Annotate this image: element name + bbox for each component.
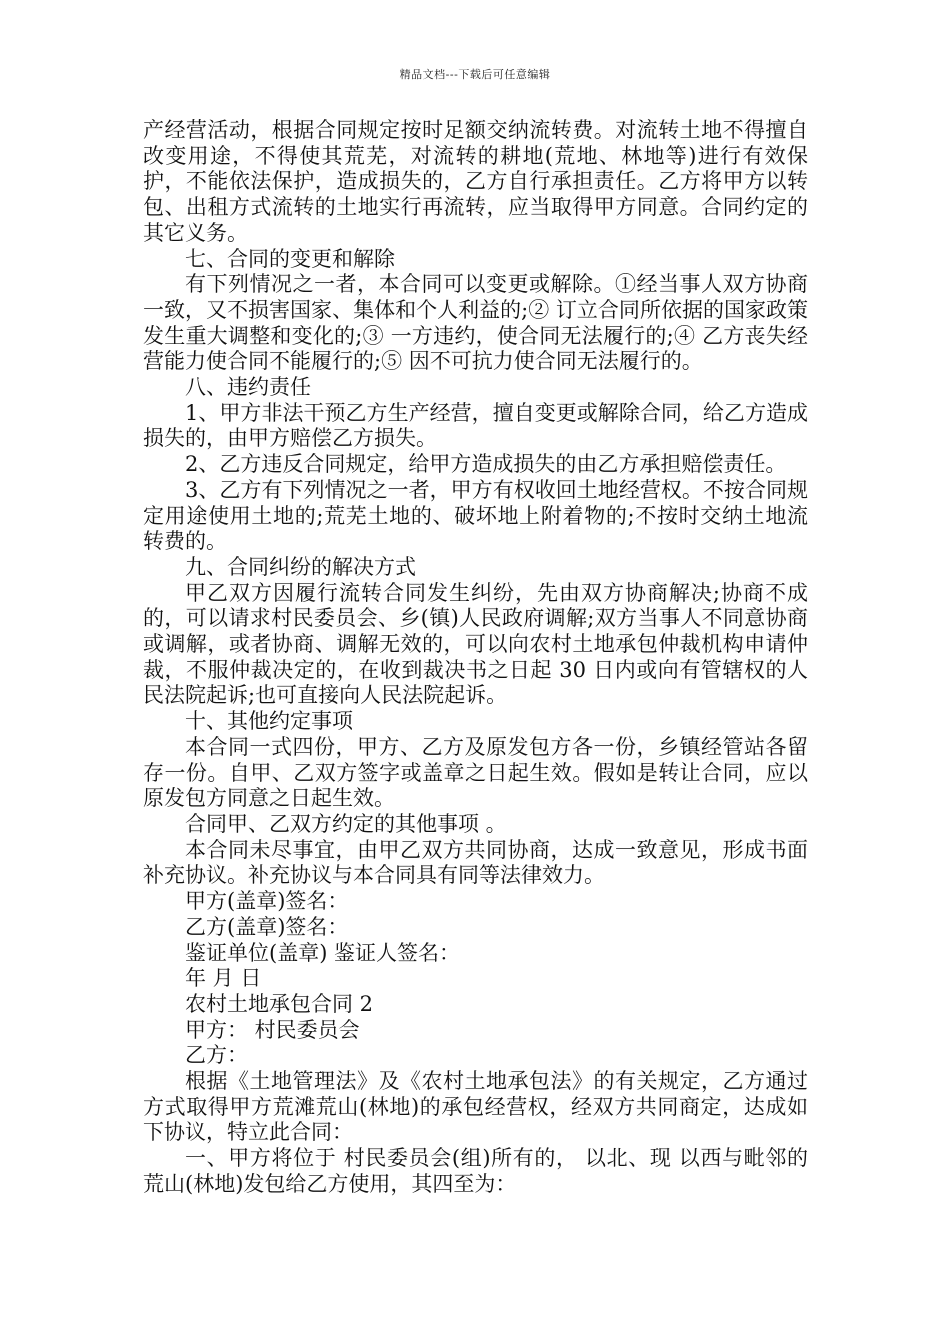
paragraph: 乙方：: [185, 1043, 248, 1068]
paragraph: 甲乙双方因履行流转合同发生纠纷，先由双方协商解决;协商不成的，可以请求村民委员会、乡(镇)人民政府调解;双方当事人不同意协商或调解，或者协商、调解无效的，可以向农村土地承包仲裁机构申请仲裁，不服仲裁决定的，在收到裁决书之日起 30 日内或向有管辖权的人民法院起诉;也可直接向人民法院起诉。: [143, 580, 808, 708]
paragraph: 八、违约责任: [185, 375, 311, 400]
paragraph: 农村土地承包合同 2: [185, 991, 374, 1016]
paragraph: 乙方(盖章)签名：: [185, 914, 349, 939]
paragraph: 本合同一式四份，甲方、乙方及原发包方各一份，乡镇经管站各留存一份。自甲、乙双方签字或盖章之日起生效。假如是转让合同，应以原发包方同意之日起生效。: [143, 734, 808, 811]
paragraph: 1、甲方非法干预乙方生产经营，擅自变更或解除合同，给乙方造成损失的，由甲方赔偿乙方损失。: [143, 400, 808, 451]
paragraph: 九、合同纠纷的解决方式: [185, 554, 416, 579]
paragraph: 根据《土地管理法》及《农村土地承包法》的有关规定，乙方通过方式取得甲方荒滩荒山(林地)的承包经营权，经双方共同商定，达成如下协议，特立此合同：: [143, 1069, 808, 1145]
paragraph: 一、甲方将位于 村民委员会(组)所有的， 以北、现 以西与毗邻的荒山(林地)发包给乙方使用，其四至为：: [143, 1146, 808, 1196]
paragraph: 本合同未尽事宜，由甲乙双方共同协商，达成一致意见，形成书面补充协议。补充协议与本合同具有同等法律效力。: [143, 837, 808, 888]
paragraph: 有下列情况之一者，本合同可以变更或解除。①经当事人双方协商一致，又不损害国家、集体和个人利益的;② 订立合同所依据的国家政策发生重大调整和变化的;③ 一方违约，使合同无法履行的;④ 乙方丧失经营能力使合同不能履行的;⑤ 因不可抗力使合同无法履行的。: [143, 272, 808, 374]
paragraph: 年 月 日: [185, 966, 262, 991]
paragraph: 产经营活动，根据合同规定按时足额交纳流转费。对流转土地不得擅自改变用途，不得使其荒芜，对流转的耕地(荒地、林地等)进行有效保护，不能依法保护，造成损失的，乙方自行承担责任。乙方将甲方以转包、出租方式流转的土地实行再流转，应当取得甲方同意。合同约定的其它义务。: [143, 118, 808, 245]
paragraph: 2、乙方违反合同规定，给甲方造成损失的由乙方承担赔偿责任。: [185, 452, 787, 477]
paragraph: 甲方(盖章)签名：: [185, 889, 349, 914]
paragraph: 十、其他约定事项: [185, 709, 353, 734]
paragraph: 鉴证单位(盖章) 鉴证人签名：: [185, 940, 461, 965]
page-header: 精品文档---下载后可任意编辑: [399, 68, 551, 81]
paragraph: 甲方： 村民委员会: [185, 1017, 360, 1042]
paragraph: 合同甲、乙双方约定的其他事项 。: [185, 811, 507, 836]
paragraph: 3、乙方有下列情况之一者，甲方有权收回土地经营权。不按合同规定用途使用土地的;荒芜土地的、破坏地上附着物的;不按时交纳土地流转费的。: [143, 477, 808, 554]
document-body: [143, 118, 808, 1198]
paragraph: 七、合同的变更和解除: [185, 246, 395, 271]
